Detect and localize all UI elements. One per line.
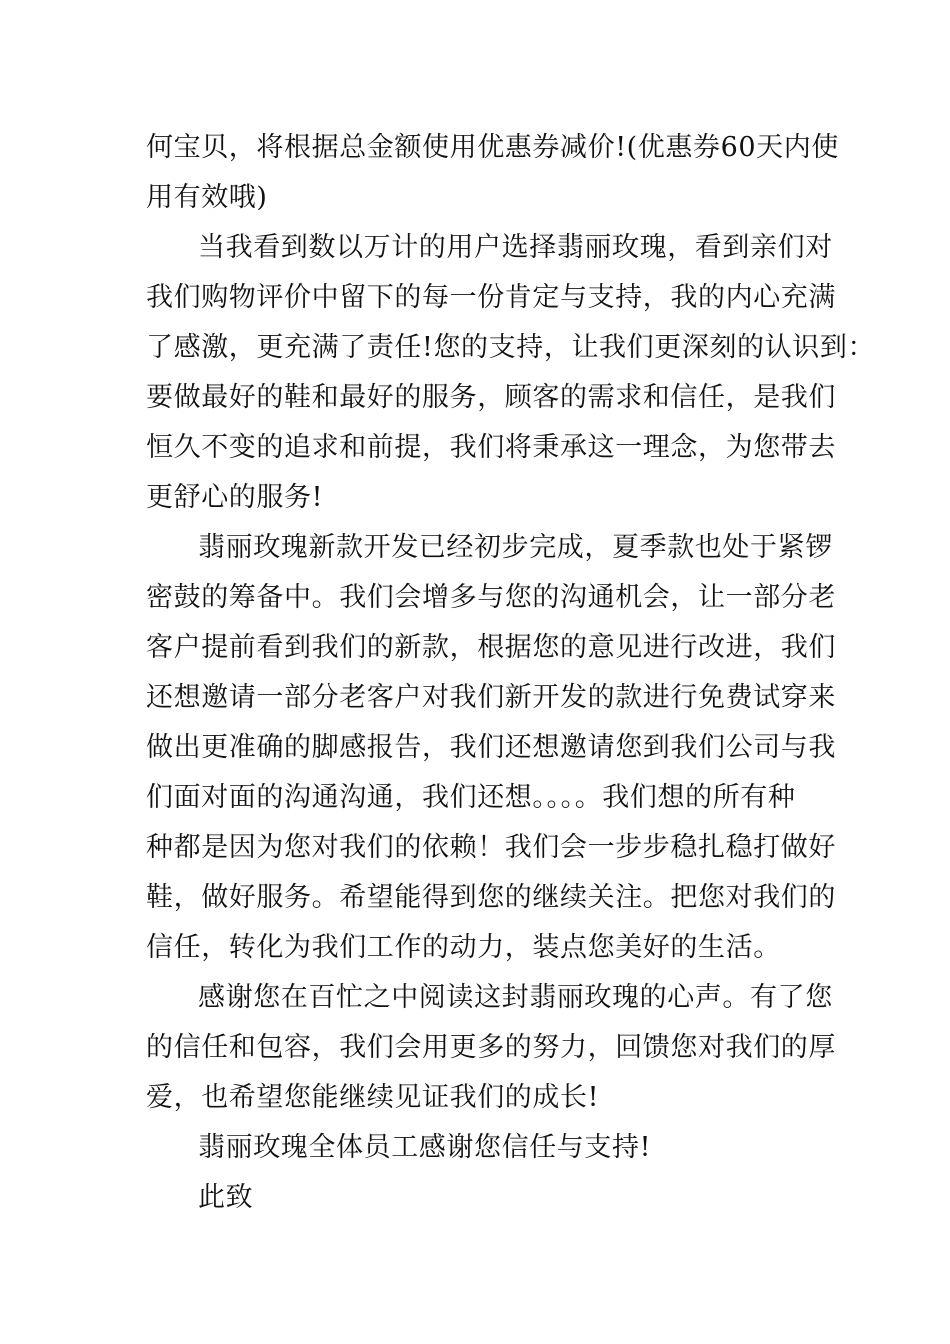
text-line: 我们购物评价中留下的每一份肯定与支持，我的内心充满 [146,282,836,313]
text-line: 恒久不变的追求和前提，我们将秉承这一理念，为您带去 [146,432,836,463]
paragraph-start: 当我看到数以万计的用户选择翡丽玫瑰，看到亲们对 [198,232,833,263]
text-line: 还想邀请一部分老客户对我们新开发的款进行免费试穿来 [146,682,836,713]
text-line: 信任，转化为我们工作的动力，装点您美好的生活。 [146,932,781,963]
paragraph-start: 翡丽玫瑰新款开发已经初步完成，夏季款也处于紧锣 [198,532,833,563]
text-line: 们面对面的沟通沟通，我们还想。。。。我们想的所有种 [146,782,796,813]
closing-line: 此致 [198,1182,254,1213]
text-line: 做出更准确的脚感报告，我们还想邀请您到我们公司与我 [146,732,836,763]
text-line: 种都是因为您对我们的依赖！我们会一步步稳扎稳打做好 [146,832,836,863]
signature-line: 翡丽玫瑰全体员工感谢您信任与支持! [198,1132,652,1163]
text-line: 了感激，更充满了责任!您的支持，让我们更深刻的认识到： [146,332,876,363]
text-line: 用有效哦) [146,182,268,213]
paragraph-start: 感谢您在百忙之中阅读这封翡丽玫瑰的心声。有了您 [198,982,833,1013]
text-line: 客户提前看到我们的新款，根据您的意见进行改进，我们 [146,632,836,663]
text-line: 鞋，做好服务。希望能得到您的继续关注。把您对我们的 [146,882,836,913]
text-line: 密鼓的筹备中。我们会增多与您的沟通机会，让一部分老 [146,582,836,613]
text-line: 爱，也希望您能继续见证我们的成长! [146,1082,600,1113]
text-line: 的信任和包容，我们会用更多的努力，回馈您对我们的厚 [146,1032,836,1063]
text-line: 要做最好的鞋和最好的服务，顾客的需求和信任，是我们 [146,382,836,413]
text-line: 更舒心的服务! [146,482,324,513]
text-line: 何宝贝，将根据总金额使用优惠券减价!(优惠券60天内使 [146,132,839,163]
